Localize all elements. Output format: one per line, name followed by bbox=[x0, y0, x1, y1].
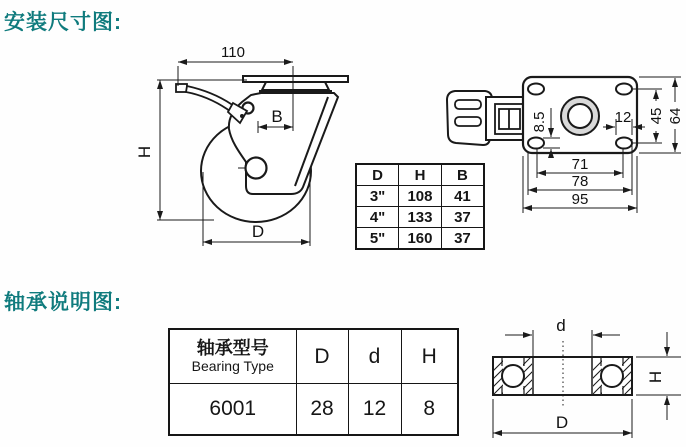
cell: 160 bbox=[399, 228, 442, 250]
dim-label-64: 64 bbox=[667, 107, 684, 125]
dim-label-95: 95 bbox=[571, 191, 589, 208]
cell: 4" bbox=[356, 207, 399, 228]
col-header: d bbox=[348, 329, 401, 384]
bolt-slot bbox=[616, 84, 632, 95]
col-header: D bbox=[356, 164, 399, 186]
bearing-type-cn: 轴承型号 bbox=[196, 337, 269, 358]
bolt-slot bbox=[528, 84, 544, 95]
bearing-ball bbox=[502, 365, 524, 387]
mounting-plate-top-view bbox=[447, 77, 684, 213]
dim-label-H: H bbox=[135, 145, 154, 159]
dim-label-71: 71 bbox=[571, 156, 589, 173]
cell: 8 bbox=[401, 384, 458, 436]
dim-label-78: 78 bbox=[571, 173, 589, 190]
col-header: H bbox=[401, 329, 458, 384]
cell: 28 bbox=[296, 384, 348, 436]
col-header: H bbox=[399, 164, 442, 186]
dim-label-12: 12 bbox=[614, 109, 632, 126]
col-header: D bbox=[296, 329, 348, 384]
cell: 5" bbox=[356, 228, 399, 250]
bolt-slot bbox=[528, 138, 544, 149]
dim-label-D: D bbox=[251, 222, 265, 241]
cell: 12 bbox=[348, 384, 401, 436]
bolt-slot bbox=[616, 138, 632, 149]
dim-label-B: B bbox=[271, 107, 283, 126]
cell: 41 bbox=[441, 186, 484, 207]
cell: 37 bbox=[441, 228, 484, 250]
kingpin-hole bbox=[568, 104, 592, 128]
dim-label-110: 110 bbox=[221, 44, 245, 61]
bearing-type-en: Bearing Type bbox=[191, 357, 274, 374]
cell: 133 bbox=[399, 207, 442, 228]
dim-label-8_5: 8.5 bbox=[531, 111, 548, 133]
cell: 108 bbox=[399, 186, 442, 207]
cell: 3" bbox=[356, 186, 399, 207]
install-dimensions-title: 安装尺寸图: bbox=[4, 11, 122, 34]
col-header: B bbox=[441, 164, 484, 186]
dim-label-H-height: H bbox=[646, 370, 665, 384]
axle-hub bbox=[246, 158, 267, 179]
dim-label-d: d bbox=[556, 316, 566, 335]
swivel-housing bbox=[262, 82, 329, 90]
brake-linkage bbox=[486, 97, 523, 140]
dim-label-45: 45 bbox=[648, 107, 665, 125]
brake-lever-side bbox=[176, 84, 247, 123]
caster-side-view bbox=[135, 44, 348, 246]
dim-label-D-outer: D bbox=[555, 413, 569, 432]
cell: 37 bbox=[441, 207, 484, 228]
bearing-cross-section bbox=[466, 316, 681, 438]
bearing-ball bbox=[601, 365, 623, 387]
cell: 6001 bbox=[169, 384, 296, 436]
bearing-description-title: 轴承说明图: bbox=[4, 291, 122, 314]
